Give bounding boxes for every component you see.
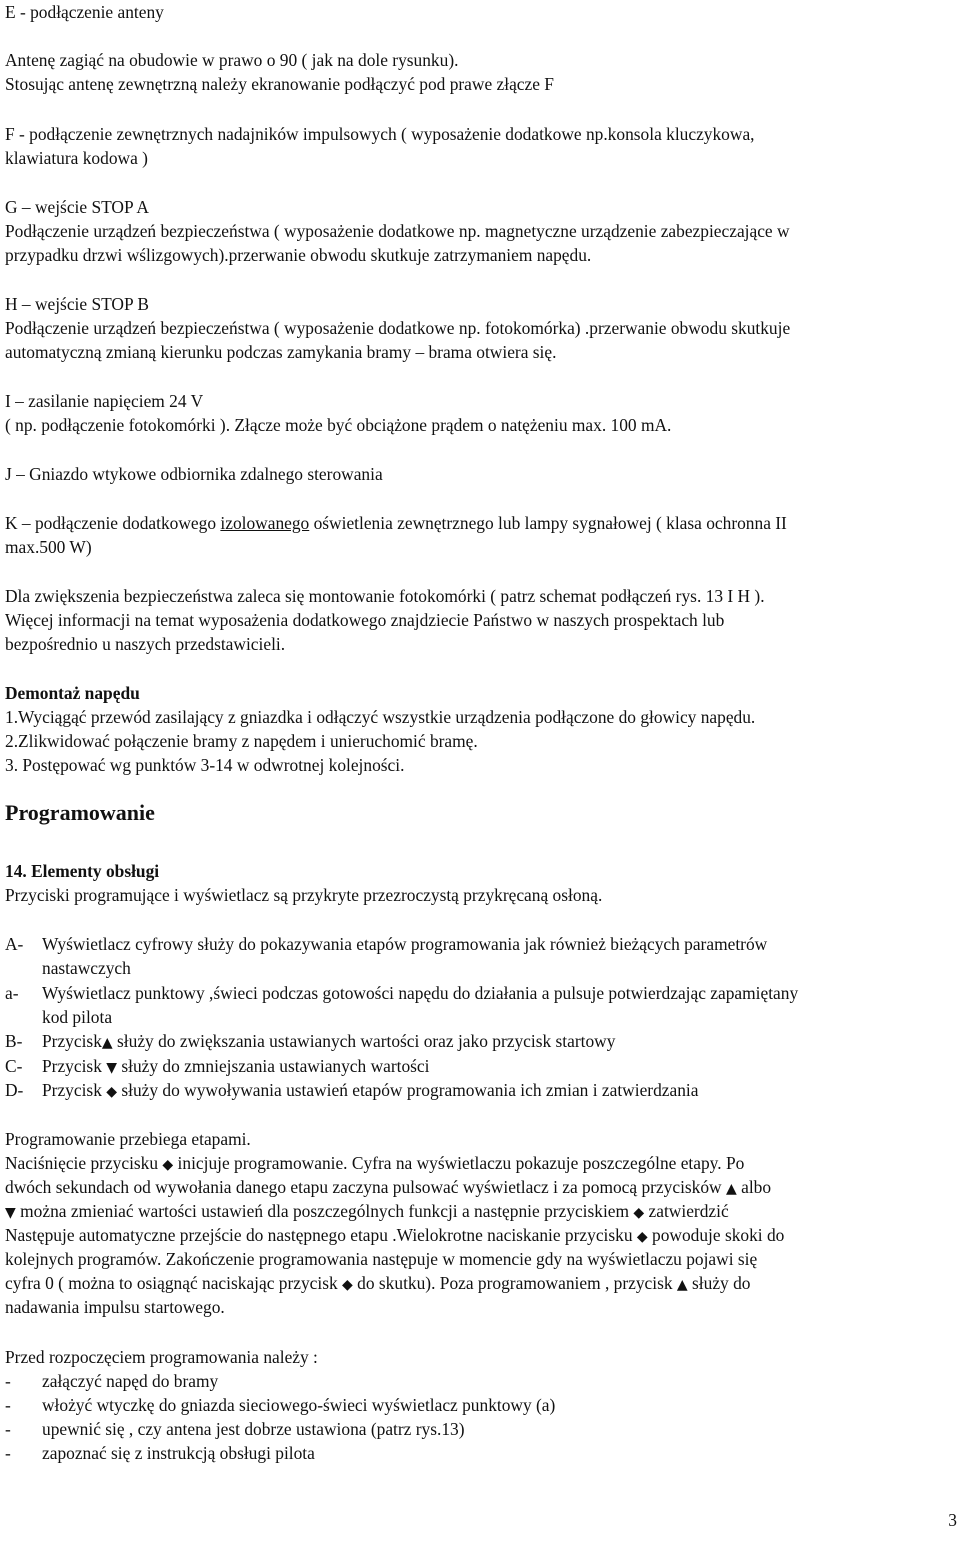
item-b-post: służy do zwiększania ustawianych wartości oraz jako przycisk startowy <box>112 1031 616 1051</box>
checklist-item: upewnić się , czy antena jest dobrze ustawiona (patrz rys.13) <box>42 1419 465 1439</box>
item-c-post: służy do zmniejszania ustawianych wartości <box>117 1056 430 1076</box>
info-line-2: Więcej informacji na temat wyposażenia dodatkowego znajdziecie Państwo w naszych prospektach lub <box>5 610 725 630</box>
section-h-line-1: Podłączenie urządzeń bezpieczeństwa ( wyposażenie dodatkowe np. fotokomórka) .przerwanie obwodu skutkuje <box>5 318 791 338</box>
elementy-intro: Przyciski programujące i wyświetlacz są przykryte przezroczystą przykręcaną osłoną. <box>5 885 603 905</box>
process-line-6 <box>5 1271 750 1297</box>
item-b-text <box>42 1029 615 1055</box>
section-k-text-a: K – podłączenie dodatkowego <box>5 513 221 533</box>
programowanie-heading: Programowanie <box>5 800 155 825</box>
checklist-dash: - <box>5 1371 11 1391</box>
item-d-post: służy do wywoływania ustawień etapów programowania ich zmian i zatwierdzania <box>117 1080 699 1100</box>
triangle-up-icon: ▲ <box>101 1035 113 1051</box>
checklist-dash: - <box>5 1443 11 1463</box>
process-line-2-a: dwóch sekundach od wywołania danego etapu zaczyna pulsować wyświetlacz i za pomocą przycisków <box>5 1177 726 1197</box>
section-e-line-2: Stosując antenę zewnętrzną należy ekranowanie podłączyć pod prawe złącze F <box>5 74 554 94</box>
section-j-line-1: J – Gniazdo wtykowe odbiornika zdalnego sterowania <box>5 464 383 484</box>
triangle-down-icon: ▼ <box>5 1205 16 1221</box>
section-h-heading: H – wejście STOP B <box>5 294 149 314</box>
section-f-line-2: klawiatura kodowa ) <box>5 148 148 168</box>
section-i-heading: I – zasilanie napięciem 24 V <box>5 391 204 411</box>
demontaz-step-3: 3. Postępować wg punktów 3-14 w odwrotnej kolejności. <box>5 755 405 775</box>
section-g-line-2: przypadku drzwi wślizgowych).przerwanie obwodu skutkuje zatrzymaniem napędu. <box>5 245 592 265</box>
process-line-4-b: powoduje skoki do <box>647 1225 785 1245</box>
process-line-7: nadawania impulsu startowego. <box>5 1297 225 1317</box>
checklist-dash: - <box>5 1419 11 1439</box>
triangle-down-icon: ▼ <box>106 1060 118 1076</box>
process-line-3-b: zatwierdzić <box>644 1201 729 1221</box>
info-line-1: Dla zwiększenia bezpieczeństwa zaleca się montowanie fotokomórki ( patrz schemat podłączeń rys. 13 I H ). <box>5 586 765 606</box>
page-number: 3 <box>948 1510 957 1530</box>
item-d-text <box>42 1078 698 1104</box>
checklist-dash: - <box>5 1395 11 1415</box>
triangle-up-icon: ▲ <box>725 1181 737 1197</box>
demontaz-heading: Demontaż napędu <box>5 683 140 703</box>
item-a-lower-label: a- <box>5 983 19 1003</box>
elementy-heading: 14. Elementy obsługi <box>5 861 160 881</box>
item-a-lower-text-2: kod pilota <box>42 1007 113 1027</box>
diamond-icon: ◆ <box>342 1277 353 1293</box>
before-heading: Przed rozpoczęciem programowania należy : <box>5 1347 318 1367</box>
section-e-line-1: Antenę zagiąć na obudowie w prawo o 90 ( jak na dole rysunku). <box>5 50 459 70</box>
process-line-1-a: Naciśnięcie przycisku <box>5 1153 163 1173</box>
process-line-6-a: cyfra 0 ( można to osiągnąć naciskając przycisk <box>5 1273 343 1293</box>
diamond-icon: ◆ <box>106 1084 118 1100</box>
section-g-line-1: Podłączenie urządzeń bezpieczeństwa ( wyposażenie dodatkowe np. magnetyczne urządzenie zabezpieczające w <box>5 221 790 241</box>
process-line-1-b: inicjuje programowanie. Cyfra na wyświetlaczu pokazuje poszczególne etapy. Po <box>173 1153 745 1173</box>
process-heading: Programowanie przebiega etapami. <box>5 1129 251 1149</box>
checklist-item: włożyć wtyczkę do gniazda sieciowego-świeci wyświetlacz punktowy (a) <box>42 1395 556 1415</box>
section-k-line-1 <box>5 511 787 535</box>
diamond-icon: ◆ <box>162 1157 174 1173</box>
item-c-label: C- <box>5 1056 23 1076</box>
demontaz-step-1: 1.Wyciągąć przewód zasilający z gniazdka i odłączyć wszystkie urządzenia podłączone do głowicy napędu. <box>5 707 756 727</box>
process-line-4 <box>5 1223 784 1249</box>
diamond-icon: ◆ <box>636 1229 648 1245</box>
item-c-text <box>42 1054 430 1080</box>
process-line-2 <box>5 1175 771 1201</box>
item-a-label: A- <box>5 934 24 954</box>
item-d-pre: Przycisk <box>42 1080 107 1100</box>
process-line-5: kolejnych programów. Zakończenie programowania następuje w momencie gdy na wyświetlaczu pojawi się <box>5 1249 758 1269</box>
item-a-text-2: nastawczych <box>42 958 131 978</box>
section-i-line-1: ( np. podłączenie fotokomórki ). Złącze może być obciążone prądem o natężeniu max. 100 mA. <box>5 415 672 435</box>
process-line-6-b: do skutku). Poza programowaniem , przycisk <box>352 1273 677 1293</box>
process-line-3-a: można zmieniać wartości ustawień dla poszczególnych funkcji a następnie przyciskiem <box>15 1201 634 1221</box>
section-f-line-1: F - podłączenie zewnętrznych nadajników impulsowych ( wyposażenie dodatkowe np.konsola kluczykowa, <box>5 124 755 144</box>
process-line-1 <box>5 1151 744 1177</box>
section-k-line-2: max.500 W) <box>5 537 92 557</box>
demontaz-step-2: 2.Zlikwidować połączenie bramy z napędem i unieruchomić bramę. <box>5 731 478 751</box>
item-c-pre: Przycisk <box>42 1056 107 1076</box>
section-e-heading: E - podłączenie anteny <box>5 2 164 22</box>
checklist-item: zapoznać się z instrukcją obsługi pilota <box>42 1443 315 1463</box>
process-line-4-a: Następuje automatyczne przejście do następnego etapu .Wielokrotne naciskanie przycisku <box>5 1225 637 1245</box>
section-h-line-2: automatyczną zmianą kierunku podczas zamykania bramy – brama otwiera się. <box>5 342 557 362</box>
item-d-label: D- <box>5 1080 24 1100</box>
item-b-pre: Przycisk <box>42 1031 102 1051</box>
process-line-3 <box>5 1199 729 1225</box>
triangle-up-icon: ▲ <box>676 1277 688 1293</box>
section-k-text-b: oświetlenia zewnętrznego lub lampy sygnałowej ( klasa ochronna II <box>309 513 787 533</box>
section-k-underlined: izolowanego <box>220 513 310 533</box>
item-b-label: B- <box>5 1031 23 1051</box>
process-line-6-c: służy do <box>687 1273 751 1293</box>
section-g-heading: G – wejście STOP A <box>5 197 149 217</box>
diamond-icon: ◆ <box>633 1205 645 1221</box>
process-line-2-b: albo <box>736 1177 772 1197</box>
info-line-3: bezpośrednio u naszych przedstawicieli. <box>5 634 286 654</box>
item-a-text-1: Wyświetlacz cyfrowy służy do pokazywania etapów programowania jak również bieżących parametrów <box>42 934 768 954</box>
item-a-lower-text-1: Wyświetlacz punktowy ,świeci podczas gotowości napędu do działania a pulsuje potwierdzając zapamiętany <box>42 983 799 1003</box>
checklist-item: załączyć napęd do bramy <box>42 1371 219 1391</box>
